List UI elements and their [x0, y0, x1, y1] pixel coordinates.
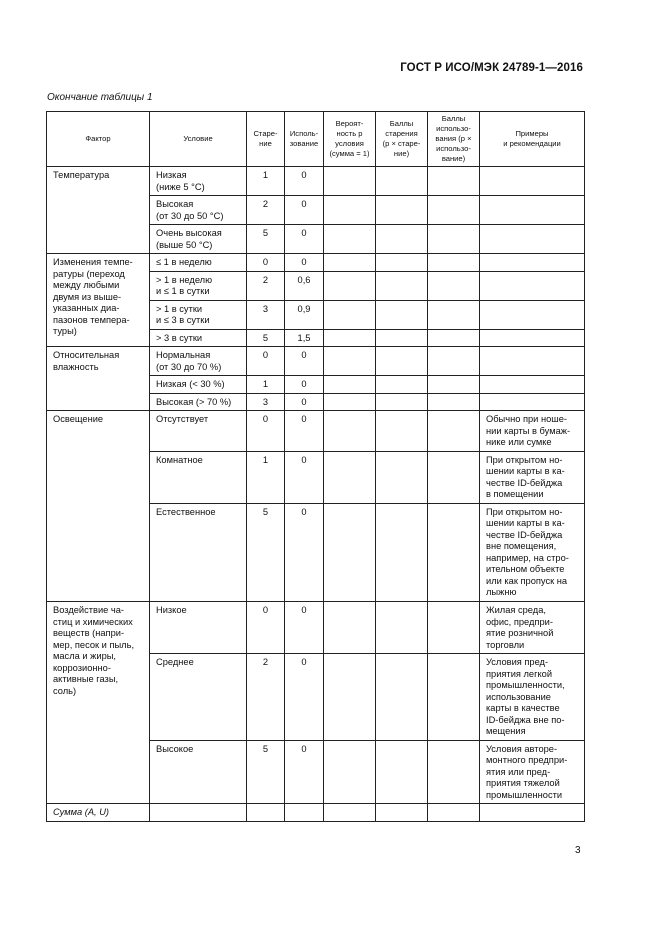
document-code: ГОСТ Р ИСО/МЭК 24789-1—2016: [400, 62, 583, 74]
col-header-usage: Исполь- зование: [285, 112, 324, 167]
aging-score-cell: [376, 503, 428, 601]
aging-cell: 5: [247, 503, 285, 601]
usage-score-cell: [428, 167, 480, 196]
sum-cell: [285, 804, 324, 822]
usage-cell: 0: [285, 451, 324, 503]
probability-cell: [324, 376, 376, 394]
usage-score-cell: [428, 300, 480, 329]
example-cell: Обычно при ноше- нии карты в бумаж- нике или сумке: [480, 411, 585, 452]
probability-cell: [324, 196, 376, 225]
aging-cell: 0: [247, 411, 285, 452]
usage-score-cell: [428, 347, 480, 376]
conditions-table: [46, 111, 585, 822]
aging-cell: 1: [247, 167, 285, 196]
sum-row: [47, 804, 585, 822]
condition-cell: Среднее: [150, 654, 247, 741]
sum-label: Сумма (A, U): [47, 804, 150, 822]
condition-cell: Комнатное: [150, 451, 247, 503]
condition-cell: ≤ 1 в неделю: [150, 254, 247, 272]
usage-score-cell: [428, 254, 480, 272]
example-cell: [480, 347, 585, 376]
usage-cell: 0: [285, 740, 324, 804]
condition-cell: Высокая (от 30 до 50 °С): [150, 196, 247, 225]
page-number: 3: [575, 845, 581, 856]
usage-cell: 0: [285, 376, 324, 394]
aging-score-cell: [376, 393, 428, 411]
condition-cell: Низкая (ниже 5 °С): [150, 167, 247, 196]
col-header-probability: Вероят- ность p условия (сумма = 1): [324, 112, 376, 167]
col-header-usage-score: Баллы использо- вания (p × использо- вание): [428, 112, 480, 167]
usage-cell: 0: [285, 254, 324, 272]
aging-cell: 0: [247, 347, 285, 376]
table-row: [47, 411, 585, 452]
col-header-examples: Примеры и рекомендации: [480, 112, 585, 167]
probability-cell: [324, 451, 376, 503]
condition-cell: Естественное: [150, 503, 247, 601]
usage-cell: 0,9: [285, 300, 324, 329]
probability-cell: [324, 393, 376, 411]
aging-score-cell: [376, 601, 428, 653]
usage-cell: 0: [285, 167, 324, 196]
aging-score-cell: [376, 196, 428, 225]
table-row: [47, 601, 585, 653]
condition-cell: Очень высокая (выше 50 °С): [150, 225, 247, 254]
aging-cell: 2: [247, 196, 285, 225]
probability-cell: [324, 654, 376, 741]
example-cell: [480, 329, 585, 347]
aging-score-cell: [376, 167, 428, 196]
aging-score-cell: [376, 347, 428, 376]
usage-score-cell: [428, 654, 480, 741]
usage-score-cell: [428, 271, 480, 300]
col-header-aging: Старе- ние: [247, 112, 285, 167]
example-cell: [480, 254, 585, 272]
aging-score-cell: [376, 300, 428, 329]
col-header-condition: Условие: [150, 112, 247, 167]
aging-cell: 3: [247, 300, 285, 329]
usage-score-cell: [428, 601, 480, 653]
aging-cell: 3: [247, 393, 285, 411]
usage-score-cell: [428, 451, 480, 503]
example-cell: Жилая среда, офис, предпри- ятие розничной торговли: [480, 601, 585, 653]
example-cell: При открытом но- шении карты в ка- честве ID-бейджа в помещении: [480, 451, 585, 503]
factor-cell: Воздействие ча- стиц и химических веществ (напри- мер, песок и пыль, масла и жиры, коррозионно- активные газы, соль): [47, 601, 150, 803]
condition-cell: Низкая (< 30 %): [150, 376, 247, 394]
usage-cell: 0,6: [285, 271, 324, 300]
probability-cell: [324, 347, 376, 376]
probability-cell: [324, 167, 376, 196]
aging-score-cell: [376, 740, 428, 804]
factor-cell: Освещение: [47, 411, 150, 602]
sum-cell: [428, 804, 480, 822]
aging-score-cell: [376, 376, 428, 394]
table-header-row: [47, 112, 585, 167]
usage-score-cell: [428, 196, 480, 225]
probability-cell: [324, 300, 376, 329]
example-cell: [480, 300, 585, 329]
aging-cell: 0: [247, 254, 285, 272]
usage-cell: 1,5: [285, 329, 324, 347]
sum-cell: [324, 804, 376, 822]
condition-cell: Нормальная (от 30 до 70 %): [150, 347, 247, 376]
usage-cell: 0: [285, 196, 324, 225]
usage-score-cell: [428, 376, 480, 394]
usage-cell: 0: [285, 654, 324, 741]
table-row: [47, 167, 585, 196]
probability-cell: [324, 503, 376, 601]
aging-cell: 2: [247, 654, 285, 741]
usage-cell: 0: [285, 225, 324, 254]
example-cell: Условия пред- приятия легкой промышленности, использование карты в качестве ID-бейджа вне по- мещения: [480, 654, 585, 741]
aging-cell: 5: [247, 329, 285, 347]
aging-score-cell: [376, 329, 428, 347]
probability-cell: [324, 411, 376, 452]
sum-cell: [150, 804, 247, 822]
table-row: [47, 254, 585, 272]
condition-cell: Отсутствует: [150, 411, 247, 452]
probability-cell: [324, 225, 376, 254]
condition-cell: > 3 в сутки: [150, 329, 247, 347]
table-row: [47, 347, 585, 376]
col-header-aging-score: Баллы старения (p × старе- ние): [376, 112, 428, 167]
usage-score-cell: [428, 411, 480, 452]
usage-cell: 0: [285, 411, 324, 452]
example-cell: [480, 271, 585, 300]
usage-cell: 0: [285, 601, 324, 653]
aging-score-cell: [376, 654, 428, 741]
aging-score-cell: [376, 271, 428, 300]
aging-cell: 5: [247, 225, 285, 254]
usage-score-cell: [428, 393, 480, 411]
usage-cell: 0: [285, 393, 324, 411]
usage-score-cell: [428, 329, 480, 347]
condition-cell: Низкое: [150, 601, 247, 653]
factor-cell: Изменения темпе- ратуры (переход между любыми двумя из выше- указанных диа- пазонов темпера- туры): [47, 254, 150, 347]
example-cell: [480, 167, 585, 196]
example-cell: [480, 196, 585, 225]
usage-score-cell: [428, 503, 480, 601]
probability-cell: [324, 601, 376, 653]
example-cell: [480, 225, 585, 254]
example-cell: [480, 393, 585, 411]
table-caption: Окончание таблицы 1: [47, 92, 153, 103]
example-cell: Условия авторе- монтного предпри- ятия или пред- приятия тяжелой промышленности: [480, 740, 585, 804]
probability-cell: [324, 254, 376, 272]
sum-cell: [480, 804, 585, 822]
sum-cell: [376, 804, 428, 822]
condition-cell: Высокая (> 70 %): [150, 393, 247, 411]
col-header-factor: Фактор: [47, 112, 150, 167]
aging-score-cell: [376, 254, 428, 272]
probability-cell: [324, 740, 376, 804]
sum-cell: [247, 804, 285, 822]
usage-score-cell: [428, 740, 480, 804]
factor-cell: Относительная влажность: [47, 347, 150, 411]
probability-cell: [324, 271, 376, 300]
example-cell: [480, 376, 585, 394]
usage-score-cell: [428, 225, 480, 254]
aging-score-cell: [376, 411, 428, 452]
aging-cell: 2: [247, 271, 285, 300]
factor-cell: Температура: [47, 167, 150, 254]
condition-cell: Высокое: [150, 740, 247, 804]
aging-cell: 0: [247, 601, 285, 653]
aging-cell: 1: [247, 376, 285, 394]
condition-cell: > 1 в сутки и ≤ 3 в сутки: [150, 300, 247, 329]
usage-cell: 0: [285, 347, 324, 376]
aging-cell: 5: [247, 740, 285, 804]
aging-score-cell: [376, 451, 428, 503]
aging-score-cell: [376, 225, 428, 254]
probability-cell: [324, 329, 376, 347]
example-cell: При открытом но- шении карты в ка- честве ID-бейджа вне помещения, например, на стро- ительном объекте или как пропуск на лыжню: [480, 503, 585, 601]
aging-cell: 1: [247, 451, 285, 503]
condition-cell: > 1 в неделю и ≤ 1 в сутки: [150, 271, 247, 300]
usage-cell: 0: [285, 503, 324, 601]
